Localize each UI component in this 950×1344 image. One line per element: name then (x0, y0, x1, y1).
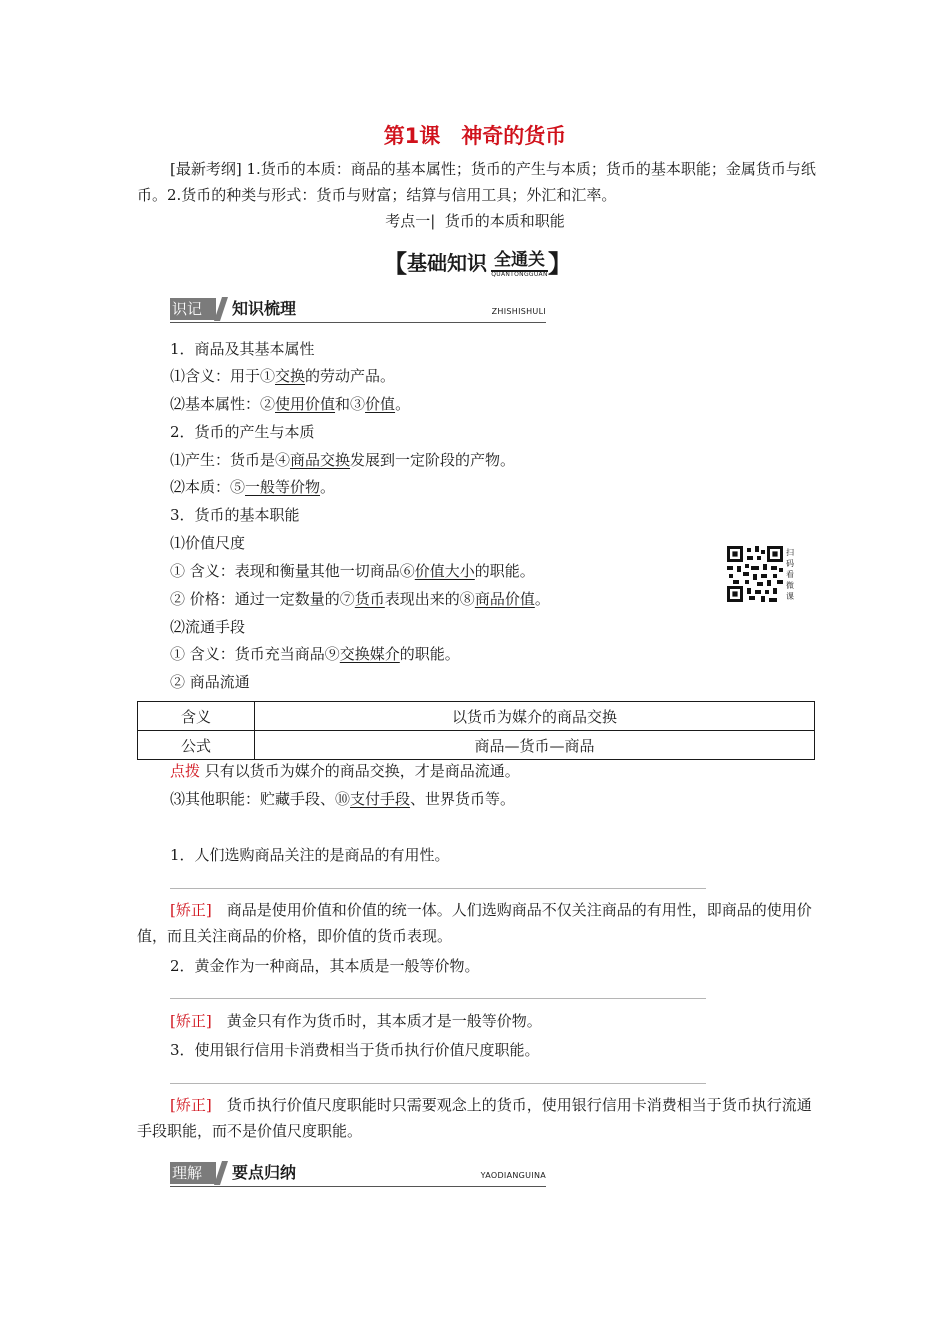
blank: 支付手段 (350, 790, 411, 808)
table-cell-label: 含义 (138, 702, 255, 731)
blank: 价值大小 (414, 562, 475, 580)
judgment-answer-3: [矫正] 货币执行价值尺度职能时只需要观念上的货币，使用银行信用卡消费相当于货币执行流通手段职能，而不是价值尺度职能。 (137, 1096, 812, 1140)
outline-text: 1.货币的本质：商品的基本属性；货币的产生与本质；货币的基本职能；金属货币与纸币。2.货币的种类与形式：货币与财富；结算与信用工具；外汇和汇率。 (137, 160, 816, 204)
section-head: 知识梳理 (232, 299, 297, 318)
banner-pill-text: 全通关 (491, 250, 548, 272)
slash-icon (214, 297, 228, 321)
table-cell-label: 公式 (138, 731, 255, 760)
blank: 一般等价物 (245, 478, 321, 496)
blank: 货币 (354, 590, 385, 608)
section-tag: 识记 (170, 298, 216, 320)
item-3b2: ② 商品流通 (170, 673, 250, 691)
banner-pill (491, 245, 548, 278)
item-1a: ⑴含义：用于①交换的劳动产品。 (170, 367, 396, 385)
dianbo-tag: 点拨 (170, 762, 201, 780)
item-3a: ⑴价值尺度 (170, 534, 246, 552)
blank: 商品交换 (290, 451, 351, 469)
answer-line (170, 1083, 706, 1084)
blank: 交换媒介 (339, 645, 400, 663)
blank: 商品价值 (474, 590, 535, 608)
banner-right-bracket: 】 (548, 250, 572, 278)
section-knowledge-bar (170, 298, 546, 323)
table-row (138, 702, 815, 731)
dianbo-note: 点拨 只有以货币为媒介的商品交换，才是商品流通。 (170, 762, 520, 780)
section-tag: 理解 (170, 1162, 216, 1184)
judgment-question-1: 1．人们选购商品关注的是商品的有用性。 (170, 846, 450, 864)
correction-tag: [矫正] (170, 901, 212, 919)
section-head: 要点归纳 (232, 1163, 297, 1182)
item-2: 2．货币的产生与本质 (170, 423, 315, 441)
table-cell-value: 商品—货币—商品 (255, 731, 815, 760)
banner-main: 基础知识 (407, 251, 487, 275)
item-3b: ⑵流通手段 (170, 618, 246, 636)
banner-pill-pinyin: QUANTONGGUAN (491, 271, 548, 278)
blank: 交换 (275, 367, 306, 385)
judgment-answer-2: [矫正] 黄金只有作为货币时，其本质才是一般等价物。 (170, 1012, 542, 1030)
section-understanding-bar (170, 1162, 546, 1187)
kaodian-heading: 考点一| 货币的本质和职能 (385, 212, 565, 230)
blank: 使用价值 (275, 395, 336, 413)
item-2a: ⑴产生：货币是④商品交换发展到一定阶段的产物。 (170, 451, 516, 469)
section-pinyin: ZHISHISHULI (491, 307, 546, 316)
blank: 价值 (365, 395, 396, 413)
slash-icon (214, 1161, 228, 1185)
correction-tag: [矫正] (170, 1012, 212, 1030)
exam-outline (137, 156, 817, 208)
outline-tag: [最新考纲] (170, 160, 242, 178)
item-3: 3．货币的基本职能 (170, 506, 300, 524)
item-3b1: ① 含义：货币充当商品⑨交换媒介的职能。 (170, 645, 460, 663)
item-2b: ⑵本质：⑤一般等价物。 (170, 478, 336, 496)
judgment-answer-1: [矫正] 商品是使用价值和价值的统一体。人们选购商品不仅关注商品的有用性，即商品的使用价值，而且关注商品的价格，即价值的货币表现。 (137, 901, 812, 945)
banner-left-bracket: 【 (383, 250, 407, 278)
judgment-question-3: 3．使用银行信用卡消费相当于货币执行价值尺度职能。 (170, 1041, 540, 1059)
other-functions: ⑶其他职能：贮藏手段、⑩支付手段、世界货币等。 (170, 790, 516, 808)
table-cell-value: 以货币为媒介的商品交换 (255, 702, 815, 731)
answer-line (170, 998, 706, 999)
answer-line (170, 888, 706, 889)
table-row (138, 731, 815, 760)
qr-caption: 扫码看微课 (786, 548, 794, 601)
item-3a2: ② 价格：通过一定数量的⑦货币表现出来的⑧商品价值。 (170, 590, 550, 608)
circulation-table (137, 701, 815, 760)
item-3a1: ① 含义：表现和衡量其他一切商品⑥价值大小的职能。 (170, 562, 535, 580)
page-title: 第1课 神奇的货币 (383, 124, 567, 148)
judgment-question-2: 2．黄金作为一种商品，其本质是一般等价物。 (170, 957, 480, 975)
correction-tag: [矫正] (170, 1096, 212, 1114)
item-1b: ⑵基本属性：②使用价值和③价值。 (170, 395, 411, 413)
section-pinyin: YAODIANGUINA (480, 1171, 546, 1180)
basic-knowledge-banner (383, 244, 572, 279)
qr-code-icon[interactable] (727, 546, 783, 602)
item-1: 1．商品及其基本属性 (170, 340, 315, 358)
